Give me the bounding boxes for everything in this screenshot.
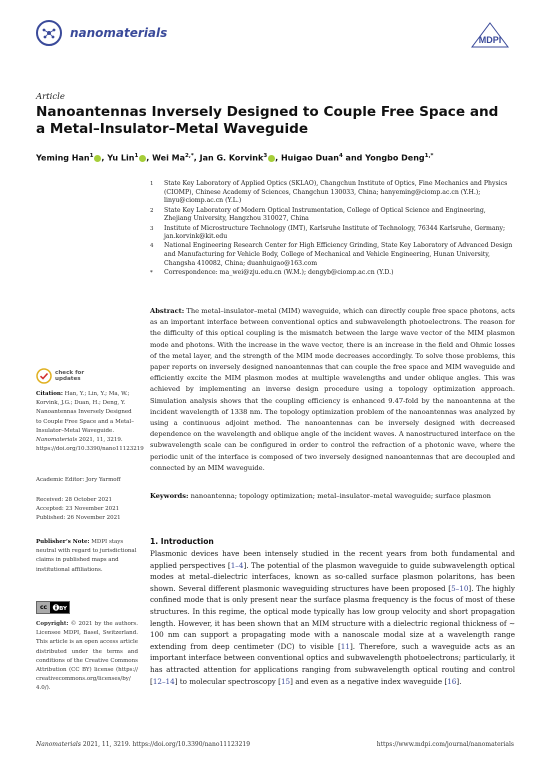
affiliation-text: State Key Laboratory of Modern Optical Instrumentation, College of Optical Science and Engineering, Zhejiang University, Hangzhou 310027, China — [164, 206, 486, 223]
affiliations — [150, 180, 515, 278]
publisher-note-text: MDPI stays neutral with regard to jurisdictional claims in published maps and institutional affiliations. — [36, 539, 137, 573]
keywords-text: nanoantenna; topology optimization; metal–insulator–metal waveguide; surface plasmon — [190, 492, 491, 500]
citation-link[interactable]: 5–10 — [451, 583, 469, 593]
copyright-notice — [36, 620, 138, 694]
affiliation-mark: 3 — [150, 225, 154, 232]
body-text: ]. The potential of the plasmon waveguide to guide subwavelength optical modes at metal–dielectric interfaces, known as so-called surface plasmon polaritons, has been shown. Several different plasmonic waveguiding structures have been proposed [ — [150, 560, 515, 593]
author-affiliation-mark: 3 — [263, 153, 268, 159]
author-affiliation-mark: 4 — [338, 153, 343, 159]
citation-link[interactable]: 16 — [447, 676, 457, 686]
keywords — [150, 491, 515, 501]
footer-citation — [36, 741, 250, 748]
publication-dates — [36, 496, 138, 524]
check-updates-line2: updates — [55, 376, 81, 382]
body-text: ]. The highly confined mode that is only present near the surface plasma frequency is the focus of most of these structures. In this regime, the optical mode typically has low group velocity and short propagation length. However, it has been shown that an MIM structure with a dielectric regional thickness of ∼ 100 nm can support a propagating mode with a nanoscale modal size at a wavelength range extending from deep centimeter (DC) to visible [ — [150, 583, 515, 651]
cc-icon: cc — [39, 604, 48, 611]
author-affiliation-mark: 1,* — [424, 153, 434, 159]
publisher-note — [36, 538, 138, 575]
journal-logo[interactable] — [36, 20, 167, 46]
author-affiliation-mark: 1 — [134, 153, 139, 159]
abstract-text: The metal–insulator–metal (MIM) waveguide, which can directly couple free space photons, acts as an important interface between conventional optics and subwavelength photoelectrons. The reason for the difficulty of this optical coupling is the mismatch between the large wave vector of the MIM plasmon mode and photons. With the increase in the wave vector, there is an increase in the field and Ohmic losses of the metal layer, and the strength of the MIM mode decreases accordingly. To solve those problems, this paper reports on inversely designed nanoantennas that can couple the free space and MIM waveguide and efficiently excite the MIM plasmon modes at multiple wavelengths and under oblique angles. This was achieved by implementing an inverse design procedure using a topology optimization approach. Simulation analysis shows that the coupling efficiency is enhanced 9.47-fold by the nanoantenna at the incident wavelength of 1338 nm. The topology optimization problem of the nanoantennas was analyzed by using a continuous adjoint method. The nanoantennas can be inversely designed with decreased dependence on the wavelength and oblique angle of the incident waves. A nanostructured interface on the subwavelength scale can be configured in order to control the refraction of a photonic wave, where the periodic unit of the interface is composed of two inversely designed nanoantennas that are decoupled and connected by an MIM waveguide. — [150, 307, 515, 472]
affiliation-text: Institute of Microstructure Technology (IMT), Karlsruhe Institute of Technology, 76344 Karlsruhe, Germany; jan.korvink@kit.edu — [164, 224, 506, 241]
mdpi-logo[interactable] — [470, 22, 510, 52]
abstract-label: Abstract: — [150, 307, 185, 315]
introduction-body — [150, 548, 515, 687]
publisher-note-label: Publisher’s Note: — [36, 539, 90, 545]
footer-journal: Nanomaterials — [36, 741, 81, 748]
footer-volume-doi[interactable]: 2021, 11, 3219. https://doi.org/10.3390/nano11123219 — [82, 741, 251, 748]
affiliation-text: State Key Laboratory of Applied Optics (SKLAO), Changchun Institute of Optics, Fine Mechanics and Physics (CIOMP), Chinese Academy of Sciences, Changchun 130033, China; hanyeming@ciomp.ac.cn (Y.H.); linyu@ciomp.ac.cn (Y.L.) — [164, 180, 508, 205]
orcid-icon[interactable] — [94, 155, 101, 162]
affiliation-mark: 4 — [150, 243, 154, 250]
received-date: Received: 28 October 2021 — [36, 497, 112, 503]
academic-editor: Academic Editor: Jory Yarmoff — [36, 477, 121, 483]
check-for-updates-button[interactable] — [36, 368, 84, 384]
correspondence — [150, 269, 515, 278]
copyright-text: © 2021 by the authors. Licensee MDPI, Basel, Switzerland. This article is an open access article distributed under the terms and conditions of the Creative Commons Attribution (CC BY) license (https:// creativecommons.org/licenses/by/ 4.0/). — [36, 621, 139, 692]
body-text: ]. — [456, 676, 462, 686]
author-name[interactable]: Huigao Duan — [280, 153, 339, 163]
author-name[interactable]: Yeming Han — [36, 153, 90, 163]
affiliation-text: National Engineering Research Center for High Efficiency Grinding, State Key Laboratory of Advanced Design and Manufacturing for Vehicle Body, College of Mechanical and Vehicle Engineering, Hunan University, Changsha 410082, China; duanhuigao@163.com — [164, 242, 513, 267]
keywords-label: Keywords: — [150, 492, 189, 500]
correspondence-text: Correspondence: ma_wei@zju.edu.cn (W.M.); dengyb@ciomp.ac.cn (Y.D.) — [164, 269, 394, 277]
abstract — [150, 306, 515, 474]
affiliation-item — [150, 225, 515, 242]
author-name[interactable]: Yu Lin — [107, 153, 135, 163]
check-updates-line1: check for — [55, 369, 85, 376]
orcid-icon[interactable] — [268, 155, 275, 162]
affiliation-item — [150, 180, 515, 206]
affiliation-item — [150, 242, 515, 268]
affiliation-mark: * — [150, 270, 153, 277]
article-type: Article — [36, 92, 65, 102]
author-name[interactable]: Wei Ma — [152, 153, 185, 163]
citation-block — [36, 390, 144, 454]
footer-journal-url[interactable]: https://www.mdpi.com/journal/nanomaterials — [376, 741, 514, 748]
by-icon — [50, 602, 69, 613]
citation-link[interactable]: 1–4 — [230, 560, 244, 570]
author-list: Yeming Han$^1$ , Yu Lin$^1$ , Wei $Ma^{2,*}$, Jan G. Korvink$^3$ , Huigao Duan$^4$ and Yongbo Deng$^{1,*}$ — [36, 153, 434, 163]
accepted-date: Accepted: 23 November 2021 — [36, 506, 120, 513]
citation-link[interactable]: 11 — [340, 641, 350, 651]
body-text: Plasmonic devices have been intensely studied in the recent years from both fundamental and applied perspectives [ — [150, 549, 515, 570]
body-text: ] and even as a negative index waveguide [ — [290, 676, 448, 686]
author-name[interactable]: Jan G. Korvink — [199, 153, 264, 163]
orcid-icon[interactable] — [139, 155, 146, 162]
affiliation-mark: 2 — [150, 207, 154, 214]
citation-journal: Nanomaterials — [36, 437, 78, 444]
citation-link[interactable]: 15 — [280, 676, 291, 686]
citation-label: Citation: — [36, 391, 63, 397]
published-date: Published: 26 November 2021 — [36, 515, 121, 522]
mdpi-logo-text: MDPI — [478, 35, 502, 45]
copyright-label: Copyright: — [36, 621, 69, 627]
citation-link[interactable]: 12–14 — [152, 676, 175, 686]
body-text: ]. Therefore, such a waveguide acts as an important interface between conventional optics and subwavelength photoelectrons; particularly, it has attracted attention for applications ranging from subwavelength optical routing and control [ — [150, 641, 516, 686]
author-affiliation-mark: 2,* — [184, 153, 194, 159]
section-heading-introduction: 1. Introduction — [150, 537, 214, 546]
citation-text: Han, Y.; Lin, Y.; Ma, W.; Korvink, J.G.; Duan, H.; Deng, Y. Nanoantennas Inversely Designed to Couple Free Space and a Metal–Insulator–Metal Waveguide. — [36, 391, 134, 434]
journal-logo-icon — [36, 20, 62, 46]
check-updates-icon — [36, 368, 52, 384]
journal-name: nanomaterials — [70, 26, 168, 40]
affiliation-item — [150, 207, 515, 224]
author-name[interactable]: Yongbo Deng — [365, 153, 425, 163]
citation-volume-doi[interactable]: 2021, 11, 3219. https://doi.org/10.3390/nano11123219 — [36, 437, 144, 453]
body-text: ] to molecular spectroscopy [ — [174, 676, 281, 686]
cc-by-license-badge[interactable] — [36, 601, 70, 614]
paper-title: Nanoantennas Inversely Designed to Couple Free Space and a Metal–Insulator–Metal Waveguide — [36, 104, 499, 137]
by-label: BY — [58, 606, 67, 612]
affiliation-mark: 1 — [150, 181, 154, 187]
author-affiliation-mark: 1 — [89, 153, 94, 159]
